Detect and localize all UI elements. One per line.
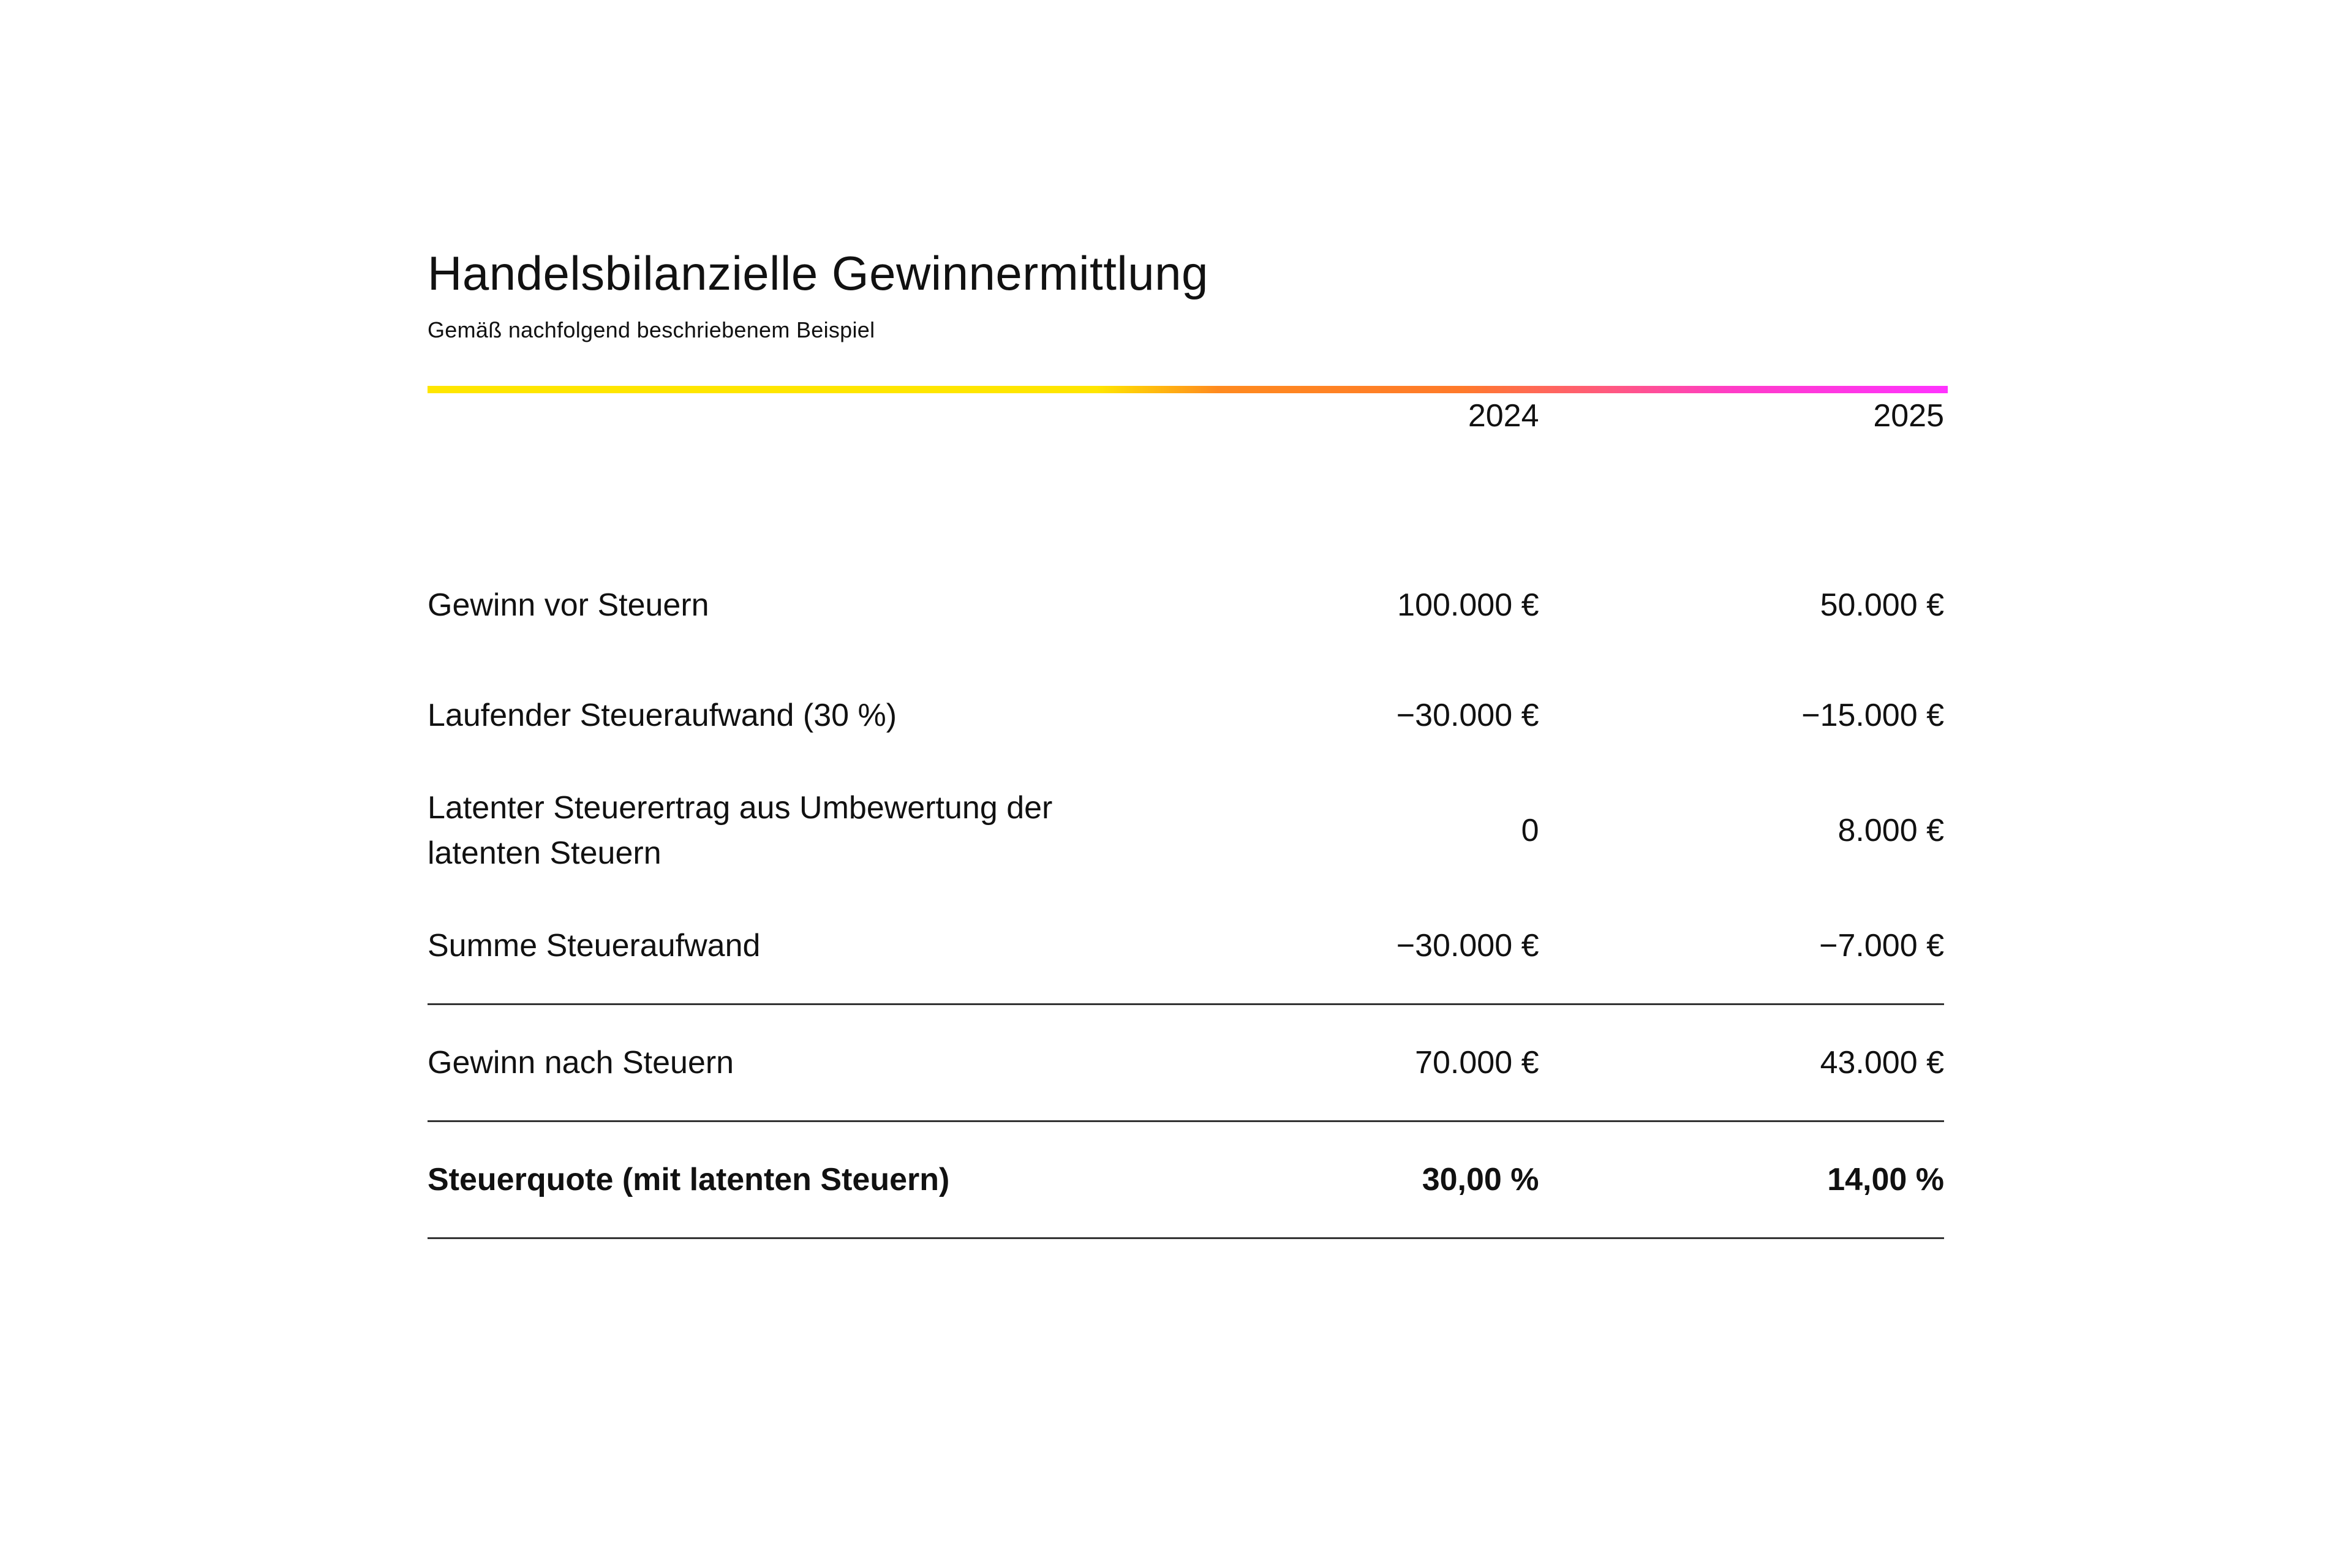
report-panel	[428, 245, 1948, 1239]
value-2025: 14,00 %	[1539, 1121, 1944, 1238]
value-2025: 8.000 €	[1838, 812, 1944, 848]
column-header-2024: 2024	[1468, 398, 1539, 434]
gradient-divider	[428, 386, 1948, 393]
row-label-laufender-steueraufwand: Laufender Steueraufwand (30 %)	[428, 697, 897, 733]
table-row	[428, 552, 1944, 658]
row-label-steuerquote: Steuerquote (mit latenten Steuern)	[428, 1121, 1396, 1238]
page-title: Handelsbilanzielle Gewinnermittlung	[428, 246, 1208, 300]
value-2024: −30.000 €	[1396, 697, 1539, 733]
value-2024: 70.000 €	[1396, 1004, 1539, 1121]
value-2024: 0	[1521, 812, 1539, 848]
page-subtitle: Gemäß nachfolgend beschriebenem Beispiel	[428, 317, 875, 342]
table-row	[428, 773, 1944, 888]
value-2024: 100.000 €	[1397, 587, 1539, 623]
value-2025: −7.000 €	[1539, 888, 1944, 1005]
header-label-cell	[428, 393, 1396, 552]
table-header-row	[428, 393, 1944, 552]
row-label-gewinn-vor-steuern: Gewinn vor Steuern	[428, 587, 709, 623]
row-label-text: Latenter Steuerertrag aus Umbewertung der latenten Steuern	[428, 790, 1053, 871]
table-row	[428, 1121, 1944, 1238]
row-label-summe-steueraufwand: Summe Steueraufwand	[428, 888, 1396, 1005]
table-row	[428, 658, 1944, 773]
table-row	[428, 888, 1944, 1005]
value-2024: 30,00 %	[1396, 1121, 1539, 1238]
table-row	[428, 1004, 1944, 1121]
row-label-latenter-steuerertrag	[428, 773, 1396, 888]
row-label-gewinn-nach-steuern: Gewinn nach Steuern	[428, 1004, 1396, 1121]
column-header-2025: 2025	[1873, 398, 1944, 434]
value-2025: −15.000 €	[1801, 697, 1944, 733]
value-2025: 50.000 €	[1820, 587, 1944, 623]
profit-table	[428, 393, 1944, 1239]
value-2024: −30.000 €	[1396, 888, 1539, 1005]
value-2025: 43.000 €	[1539, 1004, 1944, 1121]
